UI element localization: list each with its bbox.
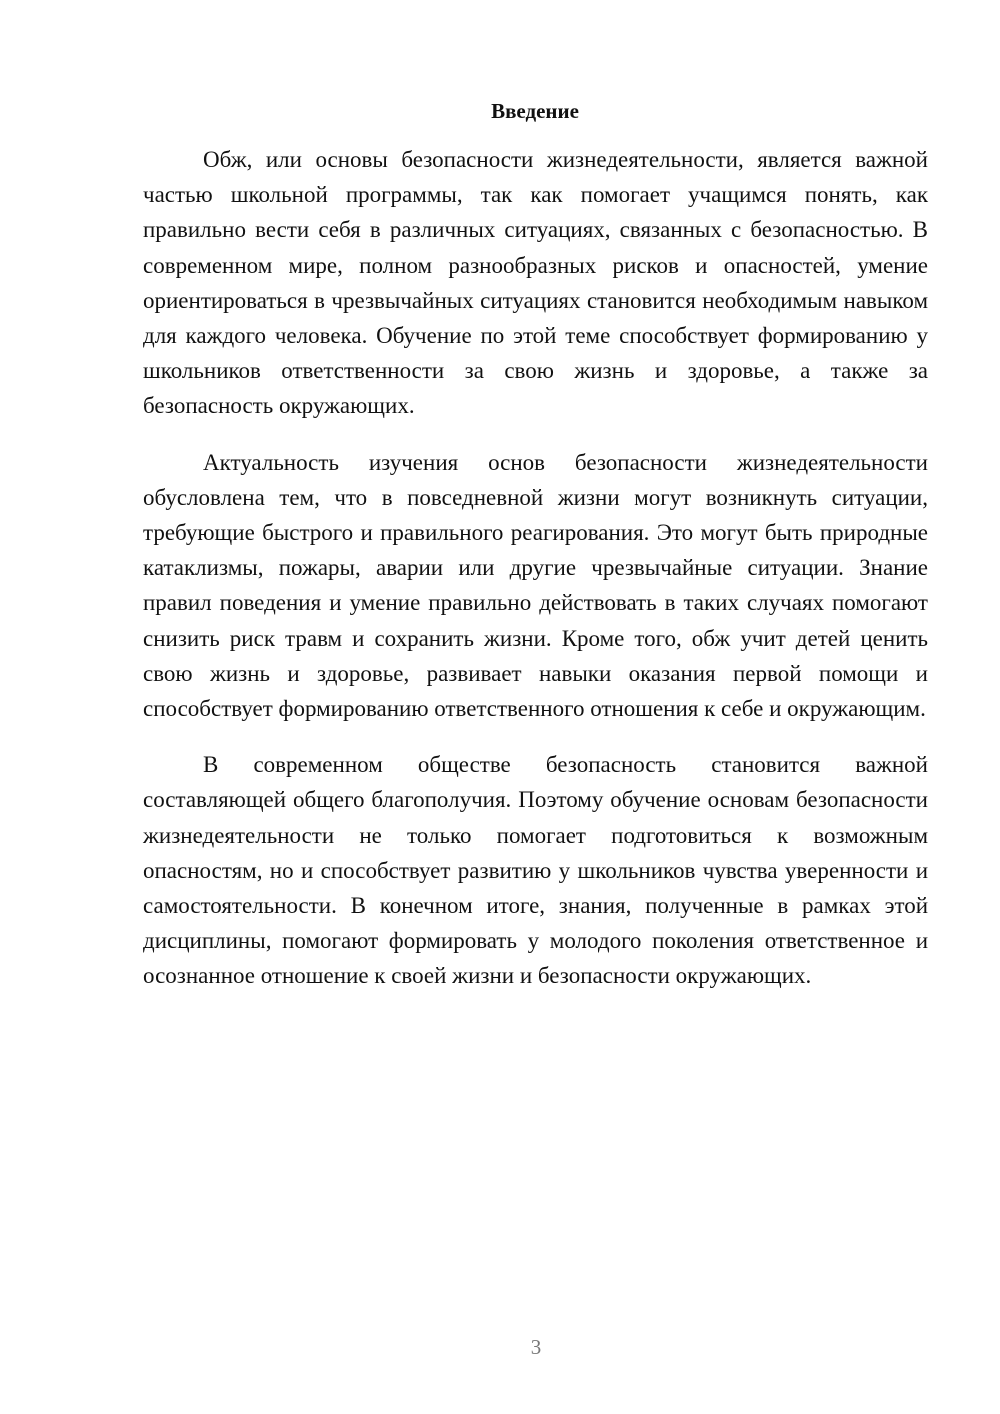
page-number: 3 bbox=[530, 1335, 542, 1359]
body-text bbox=[143, 142, 928, 994]
section-title: Введение bbox=[491, 99, 579, 123]
paragraph-2: Актуальность изучения основ безопасности жизнедеятельности обусловлена тем, что в повседневной жизни могут возникнуть ситуации, требующие быстрого и правильного реагирования. Это могут быть природные катаклизмы, пожары, аварии или другие чрезвычайные ситуации. Знание правил поведения и умение правильно действовать в таких случаях помогают снизить риск травм и сохранить жизни. Кроме того, обж учит детей ценить свою жизнь и здоровье, развивает навыки оказания первой помощи и способствует формированию ответственного отношения к себе и окружающим. bbox=[143, 449, 928, 722]
paragraph-1: Обж, или основы безопасности жизнедеятельности, является важной частью школьной программы, так как помогает учащимся понять, как правильно вести себя в различных ситуациях, связанных с безопасностью. В современном мире, полном разнообразных рисков и опасностей, умение ориентироваться в чрезвычайных ситуациях становится необходимым навыком для каждого человека. Обучение по этой теме способствует формированию у школьников ответственности за свою жизнь и здоровье, а также за безопасность окружающих. bbox=[143, 147, 928, 419]
paragraph-3: В современном обществе безопасность становится важной составляющей общего благополучия. Поэтому обучение основам безопасности жизнедеятельности не только помогает подготовиться к возможным опасностям, но и способствует развитию у школьников чувства уверенности и самостоятельности. В конечном итоге, знания, полученные в рамках этой дисциплины, помогают формировать у молодого поколения ответственное и осознанное отношение к своей жизни и безопасности окружающих. bbox=[143, 752, 928, 989]
